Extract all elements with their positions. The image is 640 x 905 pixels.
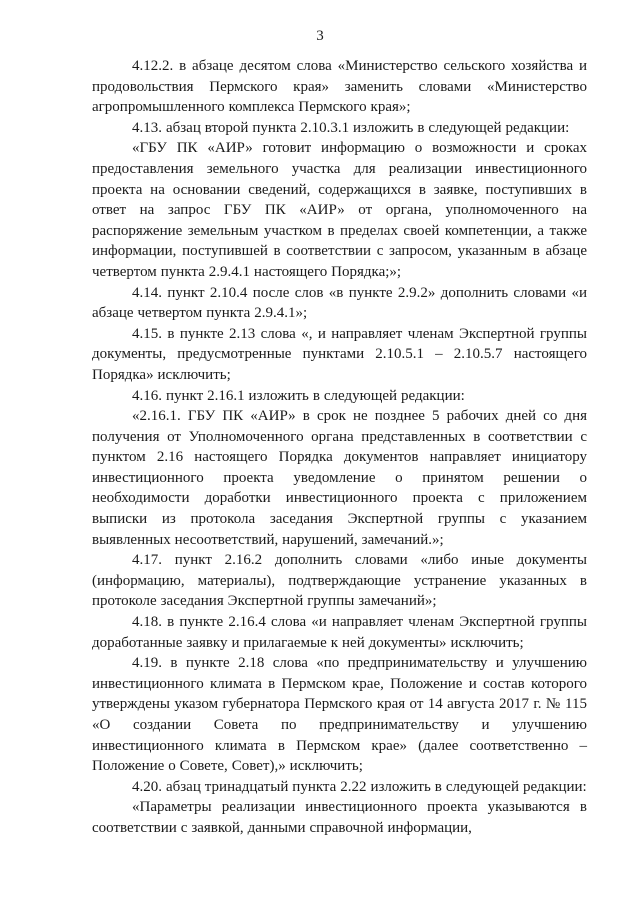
quoted-paragraph-2-22: «Параметры реализации инвестиционного проекта указываются в соответствии с заявкой, данными справочной информации, bbox=[92, 799, 587, 836]
quoted-paragraph-2-16-1: «2.16.1. ГБУ ПК «АИР» в срок не позднее 5 рабочих дней со дня получения от Уполномоченного органа представленных в соответствии с пунктом 2.16 настоящего Порядка документов направляет инициатору инвестиционного проекта уведомление о принятом решении о необходимости доработки инвестиционного проекта с приложением выписки из протокола заседания Экспертной группы с указанием выявленных несоответствий, нарушений, замечаний.»; bbox=[92, 408, 587, 548]
paragraph-4-15: 4.15. в пункте 2.13 слова «, и направляет членам Экспертной группы документы, предусмотренные пунктами 2.10.5.1 – 2.10.5.7 настоящего Порядка» исключить; bbox=[92, 325, 587, 383]
paragraph-4-13: 4.13. абзац второй пункта 2.10.3.1 изложить в следующей редакции: bbox=[132, 119, 570, 136]
quoted-paragraph-2-10-3-1: «ГБУ ПК «АИР» готовит информацию о возможности и сроках предоставления земельного участка для реализации инвестиционного проекта на основании сведений, содержащихся в заявке, поступивших в ответ на запрос ГБУ ПК «АИР» от органа, уполномоченного на распоряжение земельным участком в пределах своей компетенции, а также информации, поступившей в соответствии с запросом, указанным в абзаце четвертом пункта 2.9.4.1 настоящего Порядка;»; bbox=[92, 140, 587, 280]
paragraph-4-16: 4.16. пункт 2.16.1 изложить в следующей редакции: bbox=[132, 387, 465, 404]
page-number: 3 bbox=[316, 28, 324, 44]
paragraph-4-20: 4.20. абзац тринадцатый пункта 2.22 изложить в следующей редакции: bbox=[132, 778, 587, 795]
paragraph-4-17: 4.17. пункт 2.16.2 дополнить словами «либо иные документы (информацию, материалы), подтверждающие устранение указанных в протоколе заседания Экспертной группы замечаний»; bbox=[92, 552, 587, 610]
paragraph-4-19: 4.19. в пункте 2.18 слова «по предпринимательству и улучшению инвестиционного климата в Пермском крае, Положение и состав которого утверждены указом губернатора Пермского края от 14 августа 2017 г. № 115 «О создании Совета по предпринимательству и улучшению инвестиционного климата в Пермском крае» (далее соответственно – Положение о Совете, Совет),» исключить; bbox=[92, 655, 587, 775]
paragraph-4-14: 4.14. пункт 2.10.4 после слов «в пункте 2.9.2» дополнить словами «и абзаце четвертом пункта 2.9.4.1»; bbox=[92, 284, 587, 322]
paragraph-4-12-2: 4.12.2. в абзаце десятом слова «Министерство сельского хозяйства и продовольствия Пермского края» заменить словами «Министерство агропромышленного комплекса Пермского края»; bbox=[92, 58, 587, 116]
paragraph-4-18: 4.18. в пункте 2.16.4 слова «и направляет членам Экспертной группы доработанные заявку и прилагаемые к ней документы» исключить; bbox=[92, 614, 587, 651]
document-body bbox=[92, 56, 587, 839]
